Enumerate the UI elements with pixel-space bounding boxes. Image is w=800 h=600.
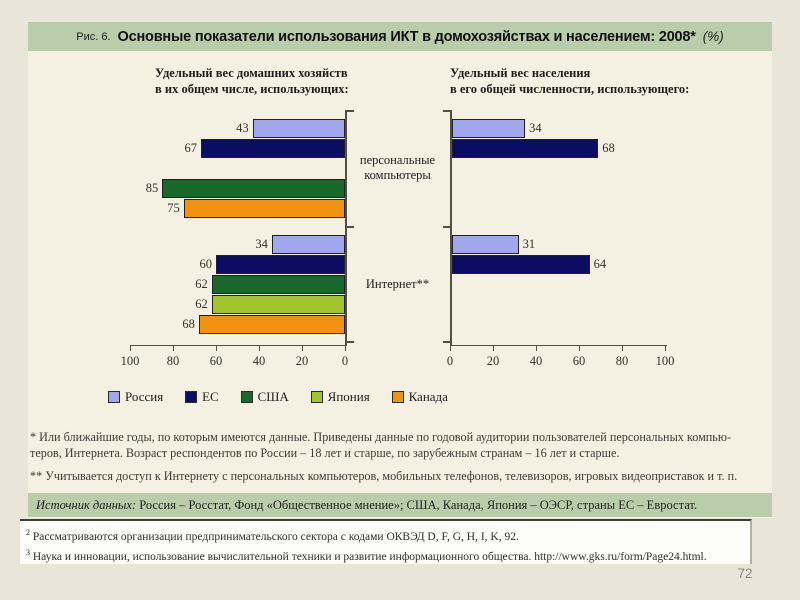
left-chart-plot [130,110,347,346]
x-axis-tick-label: 40 [252,354,266,368]
legend-swatch-icon [311,391,323,403]
bar-Россия [452,235,519,254]
x-axis-tick-label: 20 [486,354,500,368]
bottom-note-2-text: Рассматриваются организации предпринимательского сектора с кодами ОКВЭД D, F, G, H, I, K, 92. [30,530,519,543]
bar-ЕС [216,255,345,274]
bar-slot [452,138,667,158]
footnote-asterisk-line2: теров, Интернета. Возраст респондентов по России – 18 лет и старше, по зарубежным странам – 16 лет и старше. [30,446,620,460]
bar-slot [130,295,345,315]
legend-label: Канада [408,389,448,404]
legend-item-Япония [311,389,370,405]
footnote-double-asterisk-text: ** Учитывается доступ к Интернету с персональных компьютеров, мобильных телефонов, телевизоров, игровых видеоприставок и т. п. [30,469,738,483]
bar-value-label: 43 [236,120,249,135]
legend-swatch-icon [108,391,120,403]
bar-slot [452,235,667,255]
bar-Россия [253,119,345,138]
x-axis-tick [130,346,131,351]
footnote-double-asterisk [30,468,770,484]
figure-title-bar [28,22,772,51]
x-axis-tick [622,346,623,351]
bar-slot [452,198,667,218]
bottom-note-3-marker: 3 [26,547,30,557]
bar-ЕС [452,139,598,158]
x-axis-tick [665,346,666,351]
legend-label: Япония [327,389,370,404]
legend-item-США [241,389,289,405]
legend-swatch-icon [185,391,197,403]
bar-value-label: 62 [195,277,208,291]
bar-ЕС [201,139,345,158]
x-axis-tick-label: 60 [572,354,586,368]
x-axis-tick [173,346,174,351]
legend-swatch-icon [241,391,253,403]
x-axis-tick-label: 80 [166,354,180,368]
category-label-1: персональные компьютеры [359,153,436,182]
bar-value-label: 64 [593,257,607,271]
bar-Канада [184,199,345,218]
x-axis-tick-label: 0 [341,354,349,368]
x-axis-tick-label: 20 [295,354,309,368]
x-axis-tick-label: 0 [446,354,454,368]
left-chart-x-axis [120,345,349,373]
bar-slot [452,315,667,335]
bar-value-label: 60 [199,257,212,271]
right-chart-title-line1: Удельный вес населения [450,66,591,80]
bar-Япония [212,295,345,314]
left-chart-title-line1: Удельный вес домашних хозяйств [155,66,348,80]
legend-swatch-icon [392,391,404,403]
bar-slot [130,235,345,255]
bar-slot [452,118,667,138]
bar-США [212,275,345,294]
bar-slot [452,275,667,295]
bar-slot [130,255,345,275]
bar-slot [452,295,667,315]
legend-item-Канада [392,389,448,405]
bar-value-label: 31 [522,237,536,251]
bar-slot [130,118,345,138]
x-axis-tick-label: 100 [120,354,140,368]
bar-value-label: 34 [255,237,268,251]
legend-label: США [257,389,289,404]
legend-item-ЕС [185,389,219,405]
bar-group-персональные компьютеры [130,110,345,226]
right-chart-x-axis [446,345,675,373]
legend-label: Россия [125,389,164,404]
legend-item-Россия [108,389,163,405]
figure-title: Основные показатели использования ИКТ в домохозяйствах и населением: 2008* [117,28,696,45]
left-chart-title-line2: в их общем числе, использующих: [155,82,349,97]
legend-label: ЕС [202,389,219,404]
bar-slot [130,198,345,218]
x-axis-tick [345,346,346,351]
right-chart-title-line2: в его общей численности, использующего: [450,82,690,97]
bar-slot [130,158,345,178]
bar-group-персональные компьютеры [452,110,667,226]
figure-title-units: (%) [702,29,724,44]
bar-Россия [452,119,525,138]
right-chart-plot [450,110,667,346]
bar-ЕС [452,255,590,274]
bar-Россия [272,235,345,254]
footnote-asterisk-line1: * Или ближайшие годы, по которым имеются данные. Приведены данные по годовой аудитории пользователей персональных компью- [30,430,732,444]
left-chart-title [155,65,395,98]
category-labels [347,110,448,343]
bar-slot [130,138,345,158]
right-chart-title [450,65,700,98]
bottom-note-3-text: Наука и инновации, использование вычислительной техники и развитие информационного общества. http://www.gks.ru/form/Page24.html. [30,550,707,563]
bar-США [162,179,345,198]
footnote-asterisk [30,429,770,461]
x-axis-tick [579,346,580,351]
bar-group-Интернет** [130,226,345,343]
x-axis-tick-label: 100 [655,354,675,368]
bar-value-label: 75 [167,200,180,215]
data-source-value: Россия – Росстат, Фонд «Общественное мнение»; США, Канада, Япония – ОЭСР, страны ЕС – Евростат. [136,497,698,512]
bar-group-Интернет** [452,226,667,343]
bar-slot [452,158,667,178]
bar-slot [130,275,345,295]
data-source-band [28,493,772,517]
bar-slot [130,315,345,335]
bar-value-label: 67 [184,140,197,155]
bottom-note-2 [26,525,750,545]
x-axis-tick-label: 60 [209,354,223,368]
bar-slot [130,178,345,198]
x-axis-tick [302,346,303,351]
x-axis-tick-label: 40 [529,354,543,368]
x-axis-tick [450,346,451,351]
page-number: 72 [737,566,753,581]
bottom-note-3 [26,545,750,565]
x-axis-tick [259,346,260,351]
bar-value-label: 62 [195,297,208,311]
data-source-label: Источник данных: [36,497,137,512]
x-axis-tick [536,346,537,351]
figure-number: Рис. 6. [76,30,111,43]
x-axis-tick [493,346,494,351]
bar-slot [452,178,667,198]
chart-legend [108,389,448,405]
bar-value-label: 34 [529,120,542,135]
bar-value-label: 68 [182,317,195,331]
bar-Канада [199,315,345,334]
x-axis-tick [216,346,217,351]
bottom-notes-panel [20,519,752,564]
category-label-2: Интернет** [365,277,430,291]
x-axis-tick-label: 80 [615,354,629,368]
bottom-note-2-marker: 2 [26,528,30,537]
bar-value-label: 85 [145,180,159,195]
data-source-text [28,498,697,513]
bar-slot [452,255,667,275]
bar-value-label: 68 [602,140,615,155]
